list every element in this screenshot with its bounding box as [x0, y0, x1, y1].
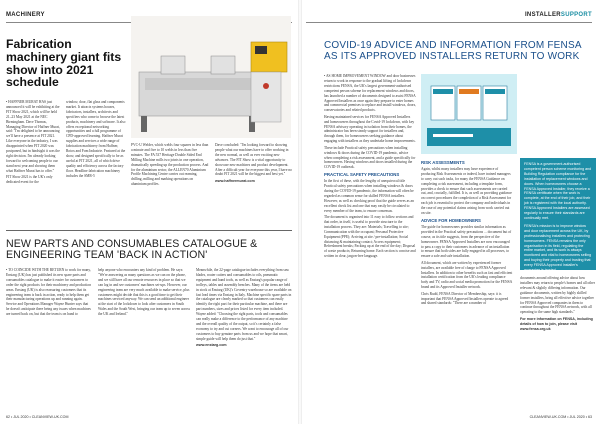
article1-col1: • HAFFNER MURAT HAS just announced it will be exhibiting at the FIT Show 2021, which will be held 21–23 May 2021 at the NEC Birmingham. Dave Thomas, Managing Director of Haffner Murat, said: "I'm delighted to be announcing we'll have a presence at FIT 2021. Like everyone in the industry, I was disappointed when FIT 2020 was postponed, but in hindsight it was the right decision. I'm already looking forward to welcoming people to our stand next year and showing them what Haffner Murat has to offer." FIT Show 2021 is the UK's only dedicated event for the [6, 100, 60, 184]
section-tag-machinery: MACHINERY [6, 12, 45, 18]
subhead-risk: RISK ASSESSMENTS [421, 160, 465, 165]
right-footer: CLEANVIEW-UK.COM • JUL 2020 • 63 [529, 415, 592, 419]
article2-col1: • TO COINCIDE WITH THE RETURN to work for many, Enstarg (UK) has just published its new spare parts and consumables catalogue to make it easier for customers to order the right products for their machinery and production areas. Enstarg (UK) is also reassuring customers that its engineering team is back in action, ready to help them get their manufacturing operations up and running again. Service and Operations Manager Wayne Hunter says that he doesn't anticipate there being any issues when machines are turned back on, but that the team is on hand to [6, 268, 92, 317]
machine-photo [131, 16, 291, 138]
document-covers-illustration [421, 74, 517, 154]
fensa-col2: RISK ASSESSMENTS Again, whilst many installers may have experience of producing Risk Assessments or indeed, have trained managers to carry out such tasks, for many the FENSA Guidance on completing a risk assessment, including a template form, provides a check to ensure that such assessments are carried out, and, crucially, fulfilled. It is, as well as providing guidance on correct procedures the completion of a Risk Assessment for each job is essential to protect the company and individuals in the case of any potential claims arising from work carried out on site. ADVICE FOR HOMEOWNERS The guide for homeowners provides similar information as provided in the Practical safety precautions ... document but of course, as its title suggests, from the perspective of the homeowner. FENSA Approved Installers are now encouraged to pass a copy to their customers in advance of an installation to ensure that both sides are fully engaged in all processes, to ensure a safe and safe installation. All document, which are written by experienced former installers, are available free of charge to FENSA Approved Installers. In addition to other benefits such as fast and efficient installation certification from the UK's leading compliance body and TV, radio and social media promotion for the FENSA brand and its Approved Installer network. Chris Rudd, FENSA Director of Membership, says: it is important that FENSA Approved Installers operate to agreed and shared standards: "There are a number of [421, 160, 513, 306]
section-tag-installer: INSTALLERSUPPORT [524, 12, 592, 18]
haffner-url[interactable]: www.haffnermurat.com [215, 178, 255, 183]
top-rule-right [306, 22, 592, 23]
article2-col3: Meanwhile, the 22-page catalogue includes everything from saw blades, router cutters and consumables to oils, pneumatic equipment and hand tools, as well as Enstarg's popular range of trolleys, tables and assembly benches. Many of the items are held in stock at Enstarg (UK)'s Coventry warehouse so are available on fast lead times via Enstarg in Italy. Machine specific spare parts in the catalogue are clearly marked so that customers can easily identify the right part for their particular machine, and there are part numbers, sizes and prices listed for every item included. Wayne added: "Choosing the right parts, tools and consumables can really make a difference to the performance of any machine and the overall quality of the output, so it's certainly a false economy to try and cut corners. We want to encourage all of our customers to buy genuine parts from us and we hope that smart, simple guide will help them do just that." www.enstarg.com [196, 268, 292, 348]
enstarg-url[interactable]: www.enstarg.com [196, 343, 227, 348]
left-footer: 62 • JUL 2020 • CLEANVIEW-UK.COM [6, 415, 69, 419]
article1-col4: Dave concluded: "I'm looking forward to showing people what our machines have to offer working in the new normal, as well as ever exciting new advances. The FIT Show is a vital opportunity to showcase new machines and product development. After a difficult year for everyone this year, I have no doubt FIT 2021 will be the biggest and best yet." www.haffnermurat.com [215, 143, 292, 183]
fensa-col3: documents around offering advice about how installers may return to people's homes and all other relevant & slightly differing information. Our guidance documents, written by highly skilled former installers, bring all effective advice together for FENSA Approved companies in them to continue throughout the FENSA network, with all operating to the same high standards." For more information on FENSA, including details of how to join, please visit www.fensa.org.uk [520, 276, 595, 331]
article1-col3: PVC-U Welder, which welds four squares in less than a minute and five to 10 welds in less than five minutes. The FA 537 Heritage Double Sided End Milling Machine mills two joints in one operation, dramatically speeding up the production process. And for the aluminium sector, the ALLEN70 Aluminium Profile Machining Centre carries out reaming, drilling, milling and marking operations on aluminium profiles. [131, 143, 209, 187]
article1-col2: window, door, flat glass and components market. It attracts systems houses, fabricators, installers, architects and specifiers who come to browse the latest products, machinery and software. It also offers exceptional networking opportunities and a full programme of CPD-approved learning. Haffner Murat supplies and services a wide range of fabrication machinery from Haffner, Rotox and Fom Industrie. Featured at the show, and designed specifically to be as useful at FIT 2021, all of which drive quality and efficiency across the factory floor. Headline fabrication machinery includes the SMR-5 [66, 100, 126, 178]
right-page [300, 0, 600, 424]
fensa-documents-image [421, 74, 517, 154]
welding-machine-illustration [131, 16, 291, 138]
article2-col2: help anyone who encounters any kind of problem. He says: "We're answering as many questions as we can on the phone, and we still have all our remote resources in place so that we can log in and see customers' machines set-ups. However, our engineering team are very much available to make service, plus customers might decide that this is a good time to get their machines serviced anyway. We can send an additional engineer at the start of the lockdown to look after customers in South Wales and the South West, bringing our team up to seven across the UK and Ireland." [98, 268, 190, 317]
headline-fabrication: Fabrication machinery giant fits show into 2021 schedule [6, 37, 122, 90]
fensa-col1: • AS HOME IMPROVEMENT WINDOW and door businesses return to work in response to the gradual lifting of lockdown restrictions FENSA, the UK's largest government-authorised competent person scheme for replacement windows and doors, has launched a number of documents designed to assist FENSA Approved Installers as once again they prepare to enter homes and commercial premises to replace and install windows, doors, conservatories and related products. Having maintained services for FENSA Approved Installers and homeowners throughout the Covid-19 lockdown, with key FENSA advisory operating in isolation from their homes, the administrator has been steady support for installers and, through them, for homeowners seeking guidance about engaging with installers as they undertake home improvements. These include Practical safety precautions when installing windows & doors during the COVID-19 pandemic, advice when completing a risk assessment, and a guide specifically for homeowners. Having windows and doors installed during the COVID-19 outbreak. PRACTICAL SAFETY PRECAUTIONS In the first of these, with the lengthy of unequivocal title Practical safety precautions when installing windows & doors during the COVID-19 pandemic, the information will often be regarded as common sense for skilled FENSA installers. However, as well as checking proof that the guide serves as an excellent check list and one that may easily be circulated to every member of the team, to ensure consensus. The document is organised into 11 easy to follow sections and that order, in itself, is useful to provide structure to the installation process. They are: Materials; Travelling to site; Communication with the occupant; Personal Protective Equipment (PPE); Arriving at site / pre-installation; Social distancing & maintaining contact; Access equipment; Refreshment breaks; Packing up at the end of the day; Disposal of waste products; Returning home. Each section is concise and written in clear, jargon-free language. [324, 74, 416, 259]
headline-covid-fensa: COVID-19 ADVICE AND INFORMATION FROM FENSA AS ITS APPROVED INSTALLERS RETURN TO WORK [324, 40, 582, 62]
fensa-link[interactable]: For more information on FENSA, including details of how to join, please visit www.fensa.org.uk [520, 316, 593, 331]
article-divider [6, 230, 292, 231]
subhead-homeowners: ADVICE FOR HOMEOWNERS [421, 217, 481, 223]
headline-parts-catalogue: NEW PARTS AND CONSUMABLES CATALOGUE & ENGINEERING TEAM 'BACK IN ACTION' [6, 238, 258, 262]
subhead-practical-safety: PRACTICAL SAFETY PRECAUTIONS [324, 172, 400, 178]
fensa-sidebar: FENSA is a government-authorised competent person scheme monitoring and Building Regulation compliance for the installation of replacement windows and doors. When homeowners choose a FENSA Approved Installer, they receive a FENSA certificate when the work is complete, at the end of their job, and their job is registered with the local authority. FENSA Approved Installers are assessed regularly to ensure their standards are continually met. FENSA's mission is to improve window and door replacement across the UK, by professionalising installers and protecting homeowners. FENSA remains the only organisation in its field, regulating the entire market, and its work is always monitored and vital to homeowners selling and buying their property and trusting that every FENSA Approved Installer's guarantee is trusted. [520, 158, 596, 270]
